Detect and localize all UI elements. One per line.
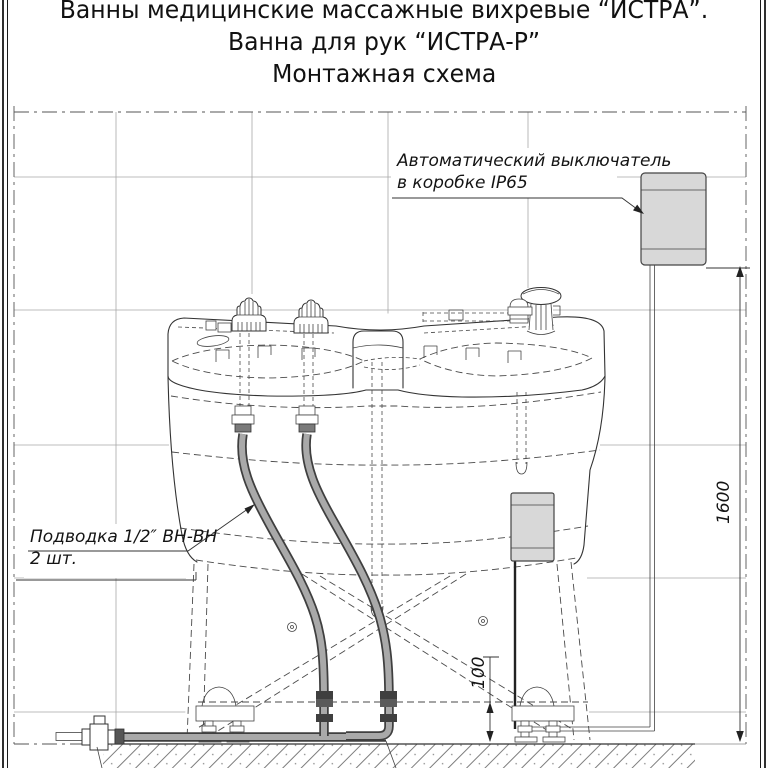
breaker-callout [397, 151, 671, 195]
pump-box [511, 493, 554, 561]
control-knob-right [294, 300, 328, 333]
control-knob-left [232, 298, 266, 331]
dimension-1600 [706, 266, 750, 742]
dim-1600-text: 1600 [714, 480, 734, 524]
supply-callout [30, 527, 217, 571]
floor-hatch [103, 744, 746, 768]
drawing-title-line-3: Монтажная схема [271, 59, 497, 88]
supply-callout-line-1: Подводка 1/2″ ВН-ВН [30, 527, 218, 547]
breaker-callout-line-1: Автоматический выключатель [397, 151, 672, 171]
hose-fitting-left [232, 406, 254, 432]
drawing-title-line-2: Ванна для рук “ИСТРА-Р” [227, 27, 541, 56]
drawing-title-line-1: Ванны медицинские массажные вихревые “ИСТРА”. [59, 0, 709, 24]
dim-100-text: 100 [469, 656, 489, 689]
supply-callout-line-2: 2 шт. [30, 548, 78, 569]
hose-fitting-right [296, 406, 318, 432]
breaker-callout-line-2: в коробке IP65 [397, 172, 528, 193]
